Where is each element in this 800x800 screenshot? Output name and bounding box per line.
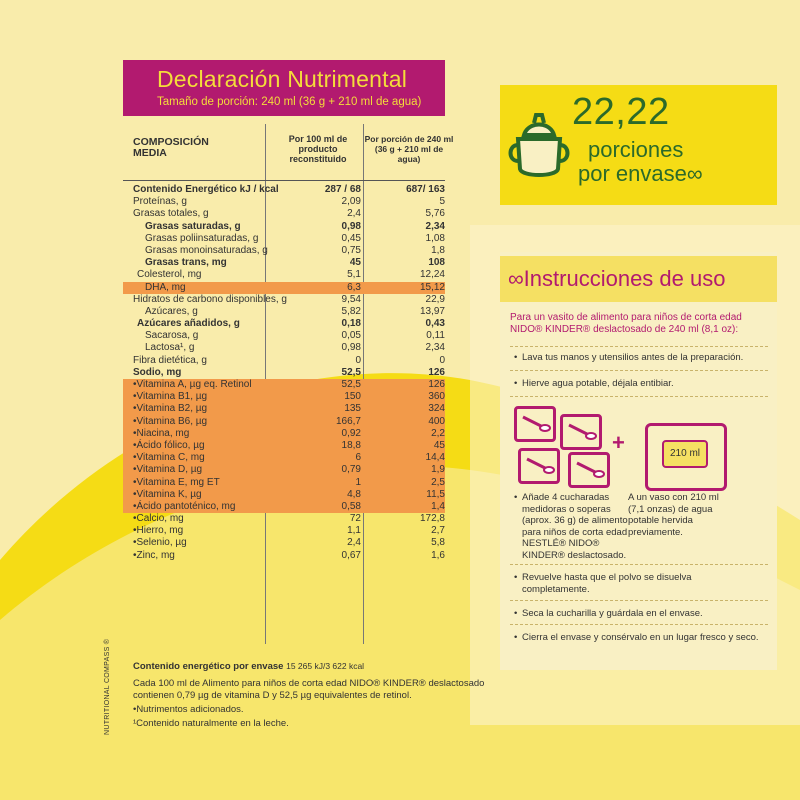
nutrient-label: •Vitamina B6, µg bbox=[133, 415, 208, 427]
value-per-100ml: 0,05 bbox=[341, 330, 361, 342]
spoon-box-icon bbox=[568, 452, 610, 488]
value-per-portion: 45 bbox=[433, 439, 445, 451]
divider bbox=[510, 396, 768, 397]
value-per-portion: 0,11 bbox=[426, 330, 445, 342]
table-row bbox=[123, 525, 445, 537]
value-per-100ml: 5,1 bbox=[347, 269, 361, 281]
instructions-header bbox=[500, 256, 777, 302]
nutrient-label: Grasas trans, mg bbox=[145, 257, 227, 269]
nutrient-label: DHA, mg bbox=[145, 281, 186, 293]
value-per-portion: 11,5 bbox=[426, 488, 445, 500]
divider bbox=[510, 346, 768, 347]
value-per-portion: 1,9 bbox=[431, 464, 445, 476]
spoon-box-icon bbox=[514, 406, 556, 442]
table-row bbox=[123, 342, 445, 354]
value-per-portion: 126 bbox=[428, 379, 445, 390]
value-per-portion: 2,7 bbox=[431, 525, 445, 537]
nutrient-label: •Vitamina B1, µg bbox=[133, 391, 208, 403]
nutrient-label: Lactosa¹, g bbox=[145, 342, 195, 354]
value-per-100ml: 4,8 bbox=[347, 488, 361, 500]
nutrient-label: •Selenio, µg bbox=[133, 537, 187, 549]
value-per-100ml: 0 bbox=[355, 354, 361, 366]
serving-size: Tamaño de porción: 240 ml (36 g + 210 ml de agua) bbox=[157, 96, 422, 108]
instructions-panel: ∞Instrucciones de uso Para un vasito de alimento para niños de corta edad NIDO® KINDER® deslactosado de 240 ml (8,1 oz): • Lava tus manos y utensilios antes de la preparación. • Hierve agua potable, déjala entibiar. • Añade 4 cucharadas medidoras o soperas (aprox. 36 g) de alimento para niños de corta edad NESTLÉ® NIDO® KINDER® deslactosado. A un vaso con 210 ml (7,1 onzas) de agua potable hervida previamente. • Revuelve hasta que el polvo se disuelva completamente. • Seca la cucharilla y guárdala en el envase. • Cierra el envase y consérvalo en un lugar fresco y seco. bbox=[500, 252, 777, 670]
divider bbox=[510, 564, 768, 565]
cup-210ml-icon bbox=[645, 423, 727, 491]
nutrient-label: Sacarosa, g bbox=[145, 330, 199, 342]
value-per-portion: 2,34 bbox=[425, 342, 445, 354]
value-per-100ml: 0,67 bbox=[341, 549, 361, 561]
value-per-portion: 360 bbox=[428, 391, 445, 403]
value-per-portion: 1,4 bbox=[431, 500, 445, 512]
spoon-box-icon bbox=[560, 414, 602, 450]
value-per-100ml: 0,45 bbox=[341, 232, 361, 244]
value-per-100ml: 6 bbox=[355, 452, 361, 464]
value-per-portion: 5,8 bbox=[431, 537, 445, 549]
table-row bbox=[123, 282, 445, 294]
divider bbox=[510, 600, 768, 601]
portions-box bbox=[500, 85, 777, 205]
value-per-portion: 2,2 bbox=[431, 427, 445, 439]
table-row bbox=[123, 306, 445, 318]
table-row bbox=[123, 403, 445, 415]
value-per-100ml: 72 bbox=[349, 513, 361, 525]
value-per-portion: 2,5 bbox=[431, 476, 445, 488]
energy-per-pack-value: 15 265 kJ/3 622 kcal bbox=[286, 661, 365, 671]
nutrient-label: Sodio, mg bbox=[133, 366, 182, 378]
energy-per-pack bbox=[133, 660, 364, 673]
value-per-portion: 12,24 bbox=[419, 269, 445, 281]
value-per-100ml: 2,4 bbox=[347, 208, 361, 220]
table-row bbox=[123, 440, 445, 452]
nutrient-label: Fibra dietética, g bbox=[133, 354, 207, 366]
table-row bbox=[123, 391, 445, 403]
portions-label-1: porciones bbox=[588, 137, 684, 162]
table-row bbox=[123, 367, 445, 379]
table-row bbox=[123, 330, 445, 342]
table-row bbox=[123, 245, 445, 257]
note-line-4: ¹Contenido naturalmente en la leche. bbox=[133, 718, 289, 729]
table-row bbox=[123, 318, 445, 330]
cup-volume-label: 210 ml bbox=[662, 440, 708, 468]
value-per-100ml: 6,3 bbox=[347, 281, 361, 293]
table-row bbox=[123, 257, 445, 269]
value-per-portion: 108 bbox=[428, 257, 445, 269]
table-row bbox=[123, 477, 445, 489]
value-per-100ml: 0,98 bbox=[341, 220, 361, 232]
table-row bbox=[123, 379, 445, 391]
table-row bbox=[123, 355, 445, 367]
nutrient-label: Grasas poliinsaturadas, g bbox=[145, 232, 259, 244]
value-per-portion: 324 bbox=[428, 403, 445, 415]
instructions-title: ∞Instrucciones de uso bbox=[508, 266, 726, 291]
nutrient-label: •Ácido pantoténico, mg bbox=[133, 500, 236, 512]
note-line-3: •Nutrimentos adicionados. bbox=[133, 704, 244, 715]
value-per-portion: 5 bbox=[439, 196, 445, 208]
instructions-intro: Para un vasito de alimento para niños de corta edad NIDO® KINDER® deslactosado de 240 ml (8,1 oz): bbox=[510, 312, 742, 335]
nutrient-label: Proteínas, g bbox=[133, 196, 187, 208]
value-per-100ml: 0,79 bbox=[341, 464, 361, 476]
nutrient-label: Azúcares, g bbox=[145, 305, 198, 317]
nutrient-label: •Calcio, mg bbox=[133, 513, 184, 525]
nutrition-rows bbox=[123, 184, 445, 562]
note-line-2: contienen 0,79 µg de vitamina D y 52,5 µg equivalentes de retinol. bbox=[133, 690, 412, 701]
value-per-portion: 126 bbox=[428, 366, 445, 378]
value-per-100ml: 2,4 bbox=[347, 537, 361, 549]
nutrient-label: Hidratos de carbono disponibles, g bbox=[133, 293, 287, 305]
nutrient-label: •Niacina, mg bbox=[133, 427, 190, 439]
nutrition-title: Declaración Nutrimental bbox=[157, 66, 408, 92]
table-row bbox=[123, 428, 445, 440]
value-per-portion: 0,43 bbox=[425, 318, 445, 330]
table-row bbox=[123, 233, 445, 245]
table-row bbox=[123, 464, 445, 476]
value-per-portion: 687/ 163 bbox=[406, 184, 445, 195]
value-per-100ml: 0,18 bbox=[341, 318, 361, 330]
value-per-portion: 1,08 bbox=[425, 232, 445, 244]
nutrition-title-banner bbox=[123, 60, 445, 116]
value-per-portion: 1,8 bbox=[431, 244, 445, 256]
table-row bbox=[123, 501, 445, 513]
value-per-100ml: 45 bbox=[349, 257, 361, 269]
value-per-100ml: 52,5 bbox=[341, 366, 361, 378]
table-row bbox=[123, 513, 445, 525]
nutrient-label: •Ácido fólico, µg bbox=[133, 439, 205, 451]
value-per-100ml: 5,82 bbox=[341, 305, 361, 317]
value-per-100ml: 2,09 bbox=[341, 196, 361, 208]
value-per-100ml: 150 bbox=[344, 391, 361, 403]
value-per-100ml: 1,1 bbox=[347, 525, 361, 537]
nutrient-label: •Vitamina K, µg bbox=[133, 488, 202, 500]
table-row bbox=[123, 208, 445, 220]
value-per-100ml: 0,98 bbox=[341, 342, 361, 354]
table-row bbox=[123, 537, 445, 549]
nutrient-label: Grasas saturadas, g bbox=[145, 220, 241, 232]
nutrient-label: Contenido Energético kJ / kcal bbox=[133, 184, 279, 195]
nutrient-label: •Vitamina D, µg bbox=[133, 464, 203, 476]
value-per-portion: 13,97 bbox=[419, 305, 445, 317]
divider bbox=[510, 370, 768, 371]
table-row bbox=[123, 416, 445, 428]
value-per-100ml: 1 bbox=[355, 476, 361, 488]
plus-icon: + bbox=[612, 430, 625, 455]
value-per-100ml: 287 / 68 bbox=[324, 184, 361, 195]
table-row bbox=[123, 269, 445, 281]
value-per-100ml: 0,92 bbox=[341, 427, 361, 439]
value-per-portion: 2,34 bbox=[425, 220, 445, 232]
table-row bbox=[123, 489, 445, 501]
value-per-100ml: 135 bbox=[344, 403, 361, 415]
table-row bbox=[123, 452, 445, 464]
table-row bbox=[123, 294, 445, 306]
header-rule bbox=[123, 180, 445, 181]
sippy-cup-icon bbox=[506, 113, 572, 183]
nutrient-label: Azúcares añadidos, g bbox=[137, 318, 240, 330]
header-per-portion: Por porción de 240 ml (36 g + 210 ml de agua) bbox=[364, 134, 454, 164]
nutrient-label: Colesterol, mg bbox=[137, 269, 202, 281]
value-per-portion: 1,6 bbox=[431, 549, 445, 561]
value-per-portion: 400 bbox=[428, 415, 445, 427]
nutritional-compass-note: NUTRITIONAL COMPASS ® bbox=[104, 638, 111, 735]
header-per-100ml: Por 100 ml de producto reconstituido bbox=[288, 134, 348, 164]
nutrient-label: •Zinc, mg bbox=[133, 549, 175, 561]
table-row bbox=[123, 196, 445, 208]
table-row bbox=[123, 221, 445, 233]
value-per-portion: 0 bbox=[439, 354, 445, 366]
value-per-100ml: 18,8 bbox=[341, 439, 361, 451]
value-per-100ml: 9,54 bbox=[341, 293, 361, 305]
value-per-portion: 5,76 bbox=[425, 208, 445, 220]
divider bbox=[510, 624, 768, 625]
nutrient-label: •Vitamina E, mg ET bbox=[133, 476, 220, 488]
nutrient-label: •Vitamina A, µg eq. Retinol bbox=[133, 379, 252, 390]
nutrient-label: Grasas totales, g bbox=[133, 208, 209, 220]
nutrient-label: •Vitamina B2, µg bbox=[133, 403, 208, 415]
value-per-portion: 14,4 bbox=[425, 452, 445, 464]
note-line-1: Cada 100 ml de Alimento para niños de corta edad NIDO® KINDER® deslactosado bbox=[133, 678, 485, 689]
portions-number: 22,22 bbox=[572, 91, 670, 133]
value-per-100ml: 0,58 bbox=[341, 500, 361, 512]
portions-label-2: por envase∞ bbox=[578, 161, 703, 186]
value-per-portion: 22,9 bbox=[425, 293, 445, 305]
energy-per-pack-label: Contenido energético por envase bbox=[133, 661, 284, 672]
header-composition: COMPOSICIÓN MEDIA bbox=[133, 136, 209, 159]
spoon-box-icon bbox=[518, 448, 560, 484]
value-per-100ml: 52,5 bbox=[341, 379, 361, 390]
value-per-100ml: 166,7 bbox=[335, 415, 361, 427]
nutrient-label: Grasas monoinsaturadas, g bbox=[145, 244, 268, 256]
nutrient-label: •Vitamina C, mg bbox=[133, 452, 205, 464]
value-per-portion: 172,8 bbox=[419, 513, 445, 525]
value-per-100ml: 0,75 bbox=[341, 244, 361, 256]
table-row bbox=[123, 550, 445, 562]
value-per-portion: 15,12 bbox=[419, 281, 445, 293]
table-row bbox=[123, 184, 445, 196]
nutrient-label: •Hierro, mg bbox=[133, 525, 184, 537]
